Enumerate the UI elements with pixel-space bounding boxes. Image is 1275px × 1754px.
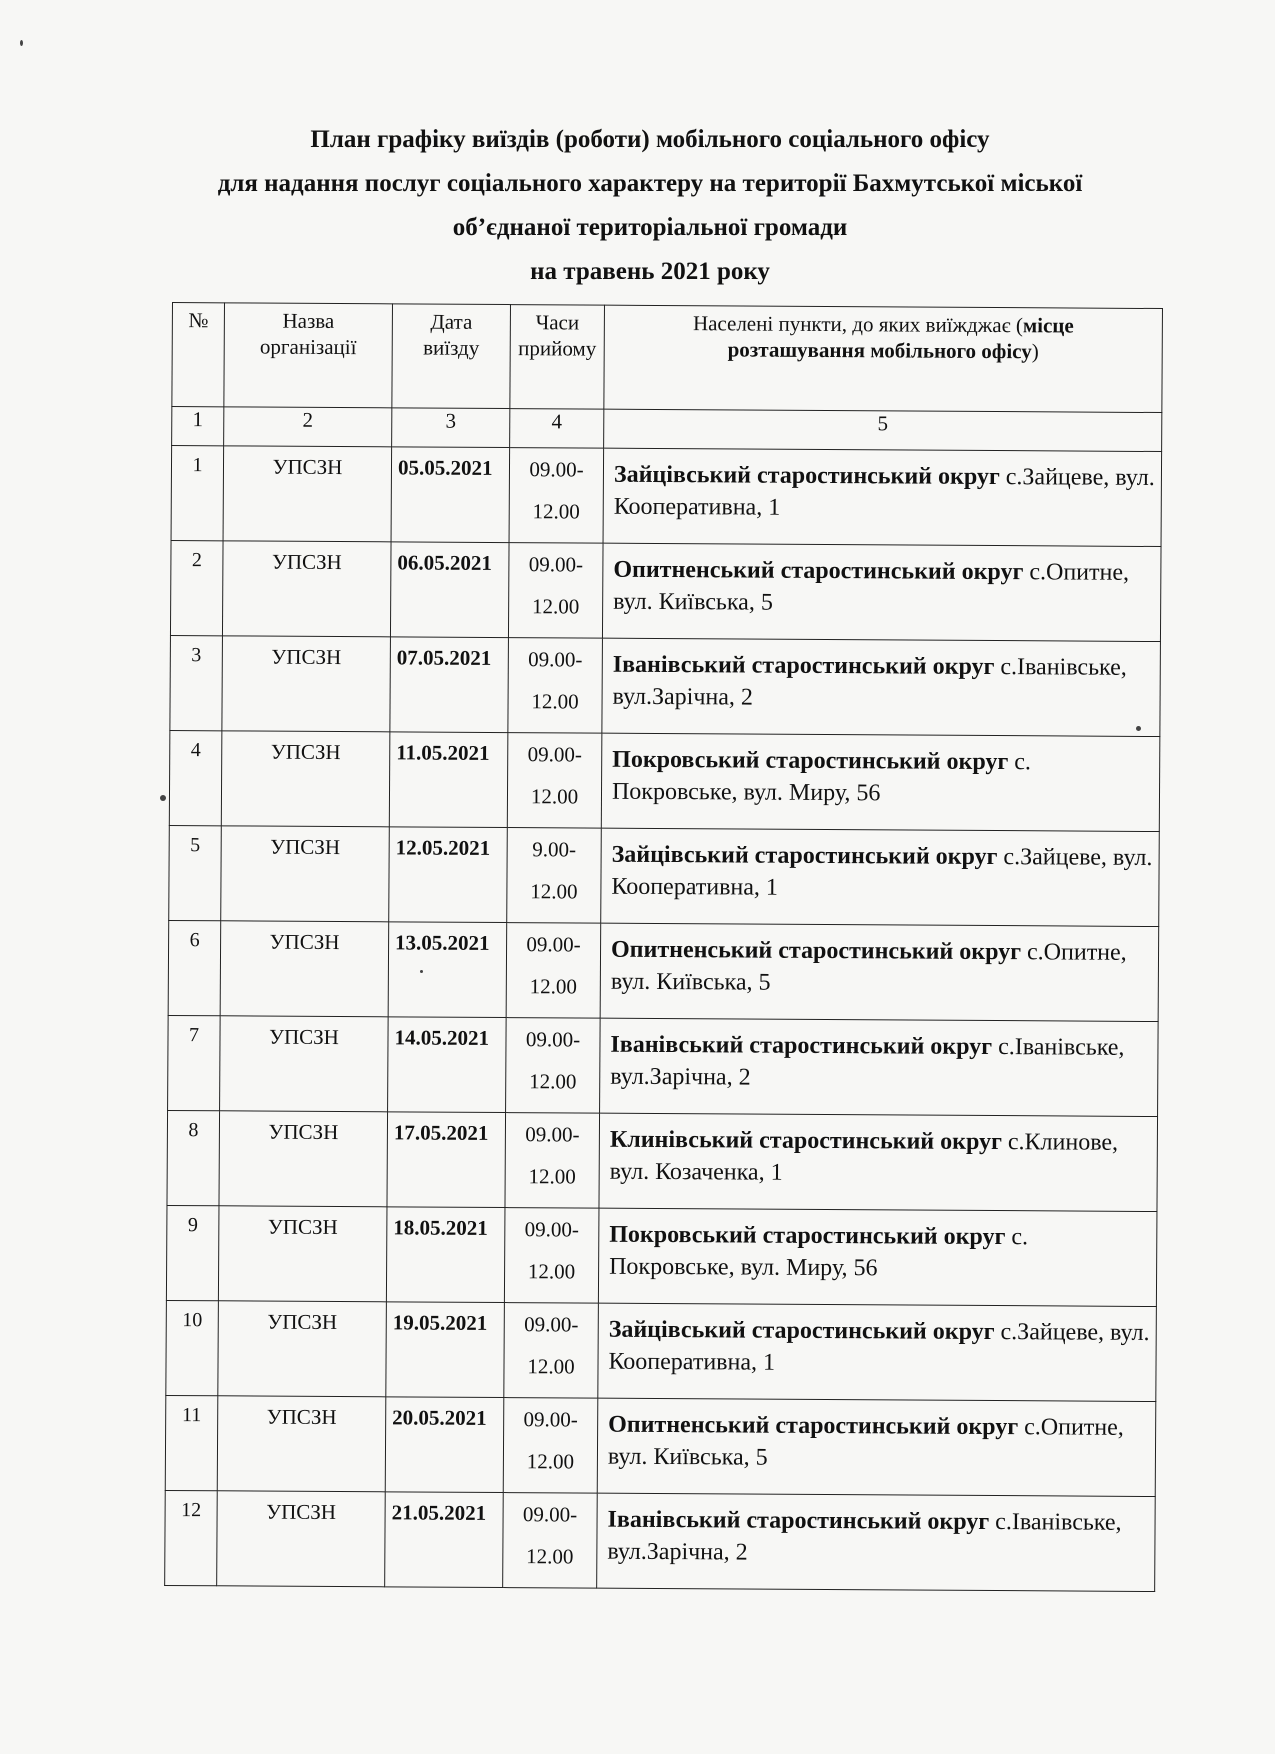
col-number: 1 — [172, 407, 224, 446]
time-from: 09.00- — [528, 552, 584, 577]
header-row — [172, 303, 1163, 413]
visit-date: 20.05.2021 — [385, 1397, 504, 1493]
row-number: 10 — [166, 1300, 219, 1395]
time-from: 09.00- — [525, 1122, 580, 1147]
visit-date: 11.05.2021 — [389, 732, 508, 828]
reception-hours — [503, 1493, 598, 1589]
time-to: 12.00 — [529, 1069, 577, 1094]
time-from: 09.00- — [522, 1502, 578, 1527]
col-number: 2 — [224, 407, 392, 447]
organization: УПСЗН — [221, 731, 390, 827]
location — [600, 923, 1159, 1021]
time-to: 12.00 — [529, 974, 578, 999]
reception-hours — [509, 448, 604, 544]
organization: УПСЗН — [218, 1206, 387, 1302]
organization: УПСЗН — [223, 446, 392, 542]
address: с. Покровське, вул. Миру, 56 — [611, 749, 1032, 807]
schedule-table — [164, 302, 1163, 1592]
reception-hours — [506, 923, 601, 1019]
reception-hours — [503, 1398, 598, 1494]
visit-date: 07.05.2021 — [390, 637, 509, 733]
okrug-name: Покровський старостинський округ — [609, 1221, 1006, 1251]
visit-date: 17.05.2021 — [387, 1112, 506, 1208]
reception-hours — [507, 733, 602, 829]
reception-hours — [505, 1113, 600, 1209]
location — [602, 543, 1161, 641]
address: с.Опитне, вул. Київська, 5 — [610, 939, 1127, 996]
time-to: 12.00 — [527, 1354, 575, 1379]
row-number: 3 — [170, 635, 223, 730]
organization: УПСЗН — [222, 636, 391, 732]
reception-hours — [508, 638, 603, 734]
time-to: 12.00 — [527, 1259, 576, 1284]
visit-date: 05.05.2021 — [391, 447, 510, 543]
table-row — [165, 1490, 1156, 1591]
time-to: 12.00 — [526, 1544, 574, 1569]
visit-date: 18.05.2021 — [386, 1207, 505, 1303]
col-number: 4 — [510, 409, 604, 449]
organization: УПСЗН — [219, 1111, 388, 1207]
table-row — [171, 446, 1162, 547]
scan-speck — [1136, 726, 1141, 731]
time-to: 12.00 — [530, 784, 579, 809]
location — [599, 1113, 1158, 1211]
reception-hours — [508, 543, 603, 639]
row-number: 9 — [166, 1205, 219, 1300]
scan-speck — [20, 40, 23, 46]
address: с. Покровське, вул. Миру, 56 — [609, 1224, 1029, 1282]
okrug-name: Зайцівський старостинський округ — [611, 841, 998, 871]
okrug-name: Іванівський старостинський округ — [610, 1031, 993, 1061]
scan-speck — [160, 795, 166, 801]
row-number: 2 — [170, 540, 223, 635]
time-to: 12.00 — [528, 1164, 576, 1189]
row-number: 1 — [171, 446, 224, 541]
organization: УПСЗН — [218, 1301, 387, 1397]
title-line-4: на травень 2021 року — [530, 258, 770, 285]
okrug-name: Покровський старостинський округ — [612, 746, 1009, 776]
header-loc-prefix: Населені пункти, до яких виїжджає ( — [692, 311, 1023, 338]
header-org: Назва організації — [224, 303, 393, 408]
table-row — [169, 825, 1160, 926]
title-line-2: для надання послуг соціального характеру на території Бахмутської міської — [217, 170, 1083, 197]
address: с.Опитне, вул. Київська, 5 — [613, 559, 1130, 616]
visit-date: 19.05.2021 — [386, 1302, 505, 1398]
okrug-name: Опитненський старостинський округ — [610, 936, 1022, 966]
document-title — [150, 118, 1150, 294]
time-from: 09.00- — [525, 1027, 581, 1052]
location — [603, 448, 1162, 546]
time-from: 09.00- — [524, 1312, 579, 1337]
address: с.Зайцеве, вул. Кооперативна, 1 — [608, 1319, 1150, 1376]
okrug-name: Зайцівський старостинський округ — [608, 1316, 995, 1346]
location — [598, 1208, 1157, 1306]
table-row — [165, 1395, 1156, 1496]
visit-date: 12.05.2021 — [389, 827, 508, 923]
address: с.Опитне, вул. Київська, 5 — [607, 1414, 1124, 1471]
address: с.Іванівське, вул.Зарічна, 2 — [612, 654, 1127, 711]
okrug-name: Зайцівський старостинський округ — [613, 461, 1000, 491]
table-row — [166, 1205, 1157, 1306]
table-row — [167, 1110, 1158, 1211]
organization: УПСЗН — [220, 1016, 389, 1112]
visit-date: 14.05.2021 — [388, 1017, 507, 1113]
row-number: 8 — [167, 1110, 220, 1205]
title-line-1: План графіку виїздів (роботи) мобільного соціального офісу — [310, 126, 990, 153]
scan-speck — [420, 970, 423, 973]
organization: УПСЗН — [221, 826, 390, 922]
location — [597, 1398, 1156, 1496]
header-loc-bold: місце розташування мобільного офісу — [727, 313, 1074, 364]
address: с.Іванівське, вул.Зарічна, 2 — [610, 1034, 1125, 1091]
location — [602, 638, 1161, 736]
time-to: 12.00 — [531, 689, 579, 714]
time-from: 09.00- — [528, 647, 583, 672]
table-row — [168, 920, 1159, 1021]
reception-hours — [504, 1303, 599, 1399]
table-row — [168, 1015, 1159, 1116]
title-line-3: об’єднаної територіальної громади — [452, 214, 848, 241]
time-to: 12.00 — [532, 499, 580, 524]
okrug-name: Іванівський старостинський округ — [607, 1506, 990, 1536]
header-date: Дата виїзду — [392, 304, 511, 409]
organization: УПСЗН — [217, 1491, 386, 1587]
time-from: 09.00- — [529, 457, 584, 482]
visit-date: 13.05.2021 — [388, 922, 507, 1018]
time-from: 09.00- — [524, 1217, 580, 1242]
location — [600, 1018, 1159, 1116]
row-number: 7 — [168, 1015, 221, 1110]
row-number: 5 — [169, 825, 222, 920]
col-number: 3 — [392, 408, 510, 448]
okrug-name: Опитненський старостинський округ — [608, 1411, 1019, 1441]
address: с.Іванівське, вул.Зарічна, 2 — [607, 1509, 1122, 1566]
location — [601, 733, 1160, 831]
row-number: 6 — [168, 920, 221, 1015]
column-number-row — [172, 407, 1162, 452]
row-number: 4 — [169, 730, 222, 825]
table-row — [166, 1300, 1157, 1401]
okrug-name: Опитненський старостинський округ — [613, 556, 1024, 586]
header-num: № — [172, 303, 225, 407]
header-loc-suffix: ) — [1031, 339, 1039, 364]
time-from: 9.00- — [532, 837, 577, 862]
visit-date: 21.05.2021 — [385, 1492, 504, 1588]
visit-date: 06.05.2021 — [390, 542, 509, 638]
location — [601, 828, 1160, 926]
reception-hours — [506, 1018, 601, 1114]
row-number: 12 — [165, 1490, 218, 1585]
table-row — [169, 730, 1160, 831]
table-row — [170, 540, 1161, 641]
okrug-name: Клинівський старостинський округ — [609, 1126, 1003, 1156]
organization: УПСЗН — [222, 541, 391, 637]
address: с.Клинове, вул. Козаченка, 1 — [609, 1129, 1119, 1186]
time-to: 12.00 — [531, 594, 580, 619]
time-to: 12.00 — [530, 879, 578, 904]
time-from: 09.00- — [526, 932, 581, 957]
time-to: 12.00 — [526, 1449, 575, 1474]
okrug-name: Іванівський старостинський округ — [612, 651, 995, 681]
time-from: 09.00- — [527, 742, 582, 767]
reception-hours — [507, 828, 602, 924]
header-time: Часи прийому — [510, 305, 605, 410]
address: с.Зайцеве, вул. Кооперативна, 1 — [613, 464, 1155, 521]
location — [597, 1493, 1156, 1591]
organization: УПСЗН — [220, 921, 389, 1017]
location — [598, 1303, 1157, 1401]
address: с.Зайцеве, вул. Кооперативна, 1 — [611, 844, 1153, 901]
reception-hours — [504, 1208, 599, 1304]
header-locations — [604, 305, 1163, 412]
col-number: 5 — [604, 409, 1162, 451]
time-from: 09.00- — [523, 1407, 578, 1432]
organization: УПСЗН — [217, 1396, 386, 1492]
row-number: 11 — [165, 1395, 218, 1490]
table-row — [170, 635, 1161, 736]
